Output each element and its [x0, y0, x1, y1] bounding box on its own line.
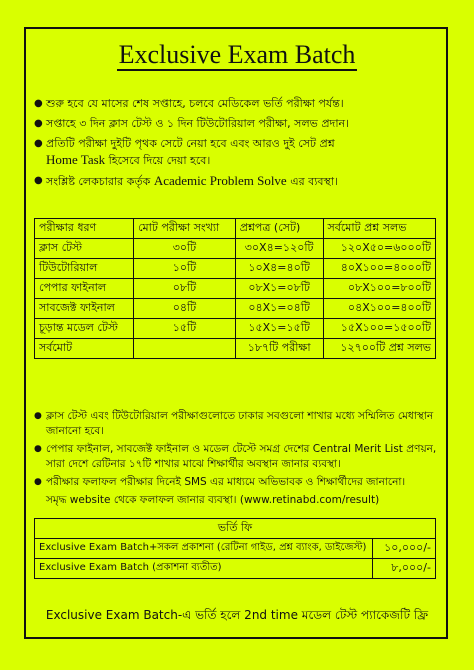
feature-text: শুরু হবে যে মাসের শেষ সপ্তাহে, চলবে মেডিকেল ভর্তি পরীক্ষা পর্যন্ত।: [46, 97, 344, 110]
note-item: সমৃদ্ধ website থেকে ফলাফল জানার ব্যবস্থা। (www.retinabd.com/result): [46, 494, 380, 506]
note-item: ● ক্লাস টেস্ট এবং টিউটোরিয়াল পরীক্ষাগুলোতে ঢাকার সবগুলো শাখার মধ্যে সম্মিলিত মেধাস্থান জানানো হবে।: [34, 409, 438, 439]
table-row: [35, 299, 436, 319]
footer-note: Exclusive Exam Batch-এ ভর্তি হলে 2nd time মডেল টেস্ট প্যাকেজটি ফ্রি: [45, 608, 429, 622]
fee-row: [35, 539, 436, 559]
fee-table: [34, 518, 436, 579]
fee-heading-row: [35, 519, 436, 539]
col-header: পরীক্ষার ধরণ: [35, 219, 134, 239]
col-header: সর্বমোট প্রশ্ন সলভ: [323, 219, 436, 239]
feature-list: [34, 96, 438, 194]
table-row: [35, 239, 436, 259]
feature-eng: Academic Problem Solve: [153, 173, 287, 188]
table-header-row: [35, 219, 436, 239]
feature-tail: এর ব্যবস্থা।: [286, 175, 338, 188]
cell: ১৫X১=১৫টি: [235, 319, 323, 339]
fee-heading: ভর্তি ফি: [35, 519, 436, 539]
cell: ০৪X১০০=৪০০টি: [323, 299, 436, 319]
fee-label-bn: সকল প্রকাশনা (রেটিনা গাইড, প্রশ্ন ব্যাংক, ডাইজেস্ট): [157, 542, 367, 553]
feature-item: [34, 96, 438, 112]
feature-tail: হিসেবে দিয়ে দেয়া হবে।: [105, 154, 211, 167]
cell: চূড়ান্ত মডেল টেস্ট: [35, 319, 134, 339]
table-row: [35, 279, 436, 299]
fee-amount: ৮,০০০/-: [373, 559, 436, 579]
feature-item: [34, 173, 438, 190]
feature-text: প্রতিটি পরীক্ষা দুইটি পৃথক সেটে নেয়া হবে এবং আরও দুই সেট প্রশ্ন: [46, 137, 335, 150]
cell: ১২৭০০টি প্রশ্ন সলভ: [323, 339, 436, 359]
cell: ০৮X১০০=৮০০টি: [323, 279, 436, 299]
cell: সাবজেক্ট ফাইনাল: [35, 299, 134, 319]
cell: [134, 339, 236, 359]
page-title: [0, 40, 474, 70]
note-item: ● পরীক্ষার ফলাফল পরীক্ষার দিনেই SMS এর মাধ্যমে অভিভাবক ও শিক্ষার্থীদের জানানো।: [34, 475, 438, 490]
cell: পেপার ফাইনাল: [35, 279, 134, 299]
feature-text: সপ্তাহে ৩ দিন ক্লাস টেস্ট ও ১ দিন টিউটোরিয়াল পরীক্ষা, সলভ প্রদান।: [46, 117, 350, 130]
feature-eng: Home Task: [46, 152, 106, 167]
title-text: Exclusive Exam Batch: [118, 40, 356, 69]
fee-label: [35, 539, 373, 559]
note-item: ● পেপার ফাইনাল, সাবজেক্ট ফাইনাল ও মডেল টেস্টে সমগ্র দেশের Central Merit List প্রণয়ন, সারা দেশে রেটিনার ১৭টি শাখার মাঝে শিক্ষার্থীর অবস্থান জানার ব্যবস্থা।: [34, 442, 438, 472]
cell: ০৮X১=০৮টি: [235, 279, 323, 299]
cell: ০৪টি: [134, 299, 236, 319]
cell: ১২০X৫০=৬০০০টি: [323, 239, 436, 259]
col-header: মোট পরীক্ষা সংখ্যা: [134, 219, 236, 239]
fee-label-en: Exclusive Exam Batch+: [39, 542, 158, 553]
cell: সর্বমোট: [35, 339, 134, 359]
feature-item: [34, 136, 438, 169]
cell: টিউটোরিয়াল: [35, 259, 134, 279]
cell: ১০X৪=৪০টি: [235, 259, 323, 279]
cell: ০৪X১=০৪টি: [235, 299, 323, 319]
cell: ১৮৭টি পরীক্ষা: [235, 339, 323, 359]
notes-list: [34, 409, 438, 511]
exam-table: [34, 218, 436, 359]
table-row: [35, 319, 436, 339]
fee-label: [35, 559, 373, 579]
fee-label-bn: (প্রকাশনা ব্যতীত): [152, 562, 222, 573]
cell: ১৫টি: [134, 319, 236, 339]
cell: ৩০টি: [134, 239, 236, 259]
feature-text: সংশ্লিষ্ট লেকচারার কর্তৃক: [46, 175, 154, 188]
table-total-row: [35, 339, 436, 359]
cell: ক্লাস টেস্ট: [35, 239, 134, 259]
cell: ৩০X৪=১২০টি: [235, 239, 323, 259]
fee-label-en: Exclusive Exam Batch: [39, 562, 153, 573]
col-header: প্রশ্নপত্র (সেট): [235, 219, 323, 239]
fee-amount: ১০,০০০/-: [373, 539, 436, 559]
cell: ৪০X১০০=৪০০০টি: [323, 259, 436, 279]
fee-row: [35, 559, 436, 579]
table-row: [35, 259, 436, 279]
cell: ১০টি: [134, 259, 236, 279]
cell: ১৫X১০০=১৫০০টি: [323, 319, 436, 339]
cell: ০৮টি: [134, 279, 236, 299]
feature-item: [34, 116, 438, 132]
